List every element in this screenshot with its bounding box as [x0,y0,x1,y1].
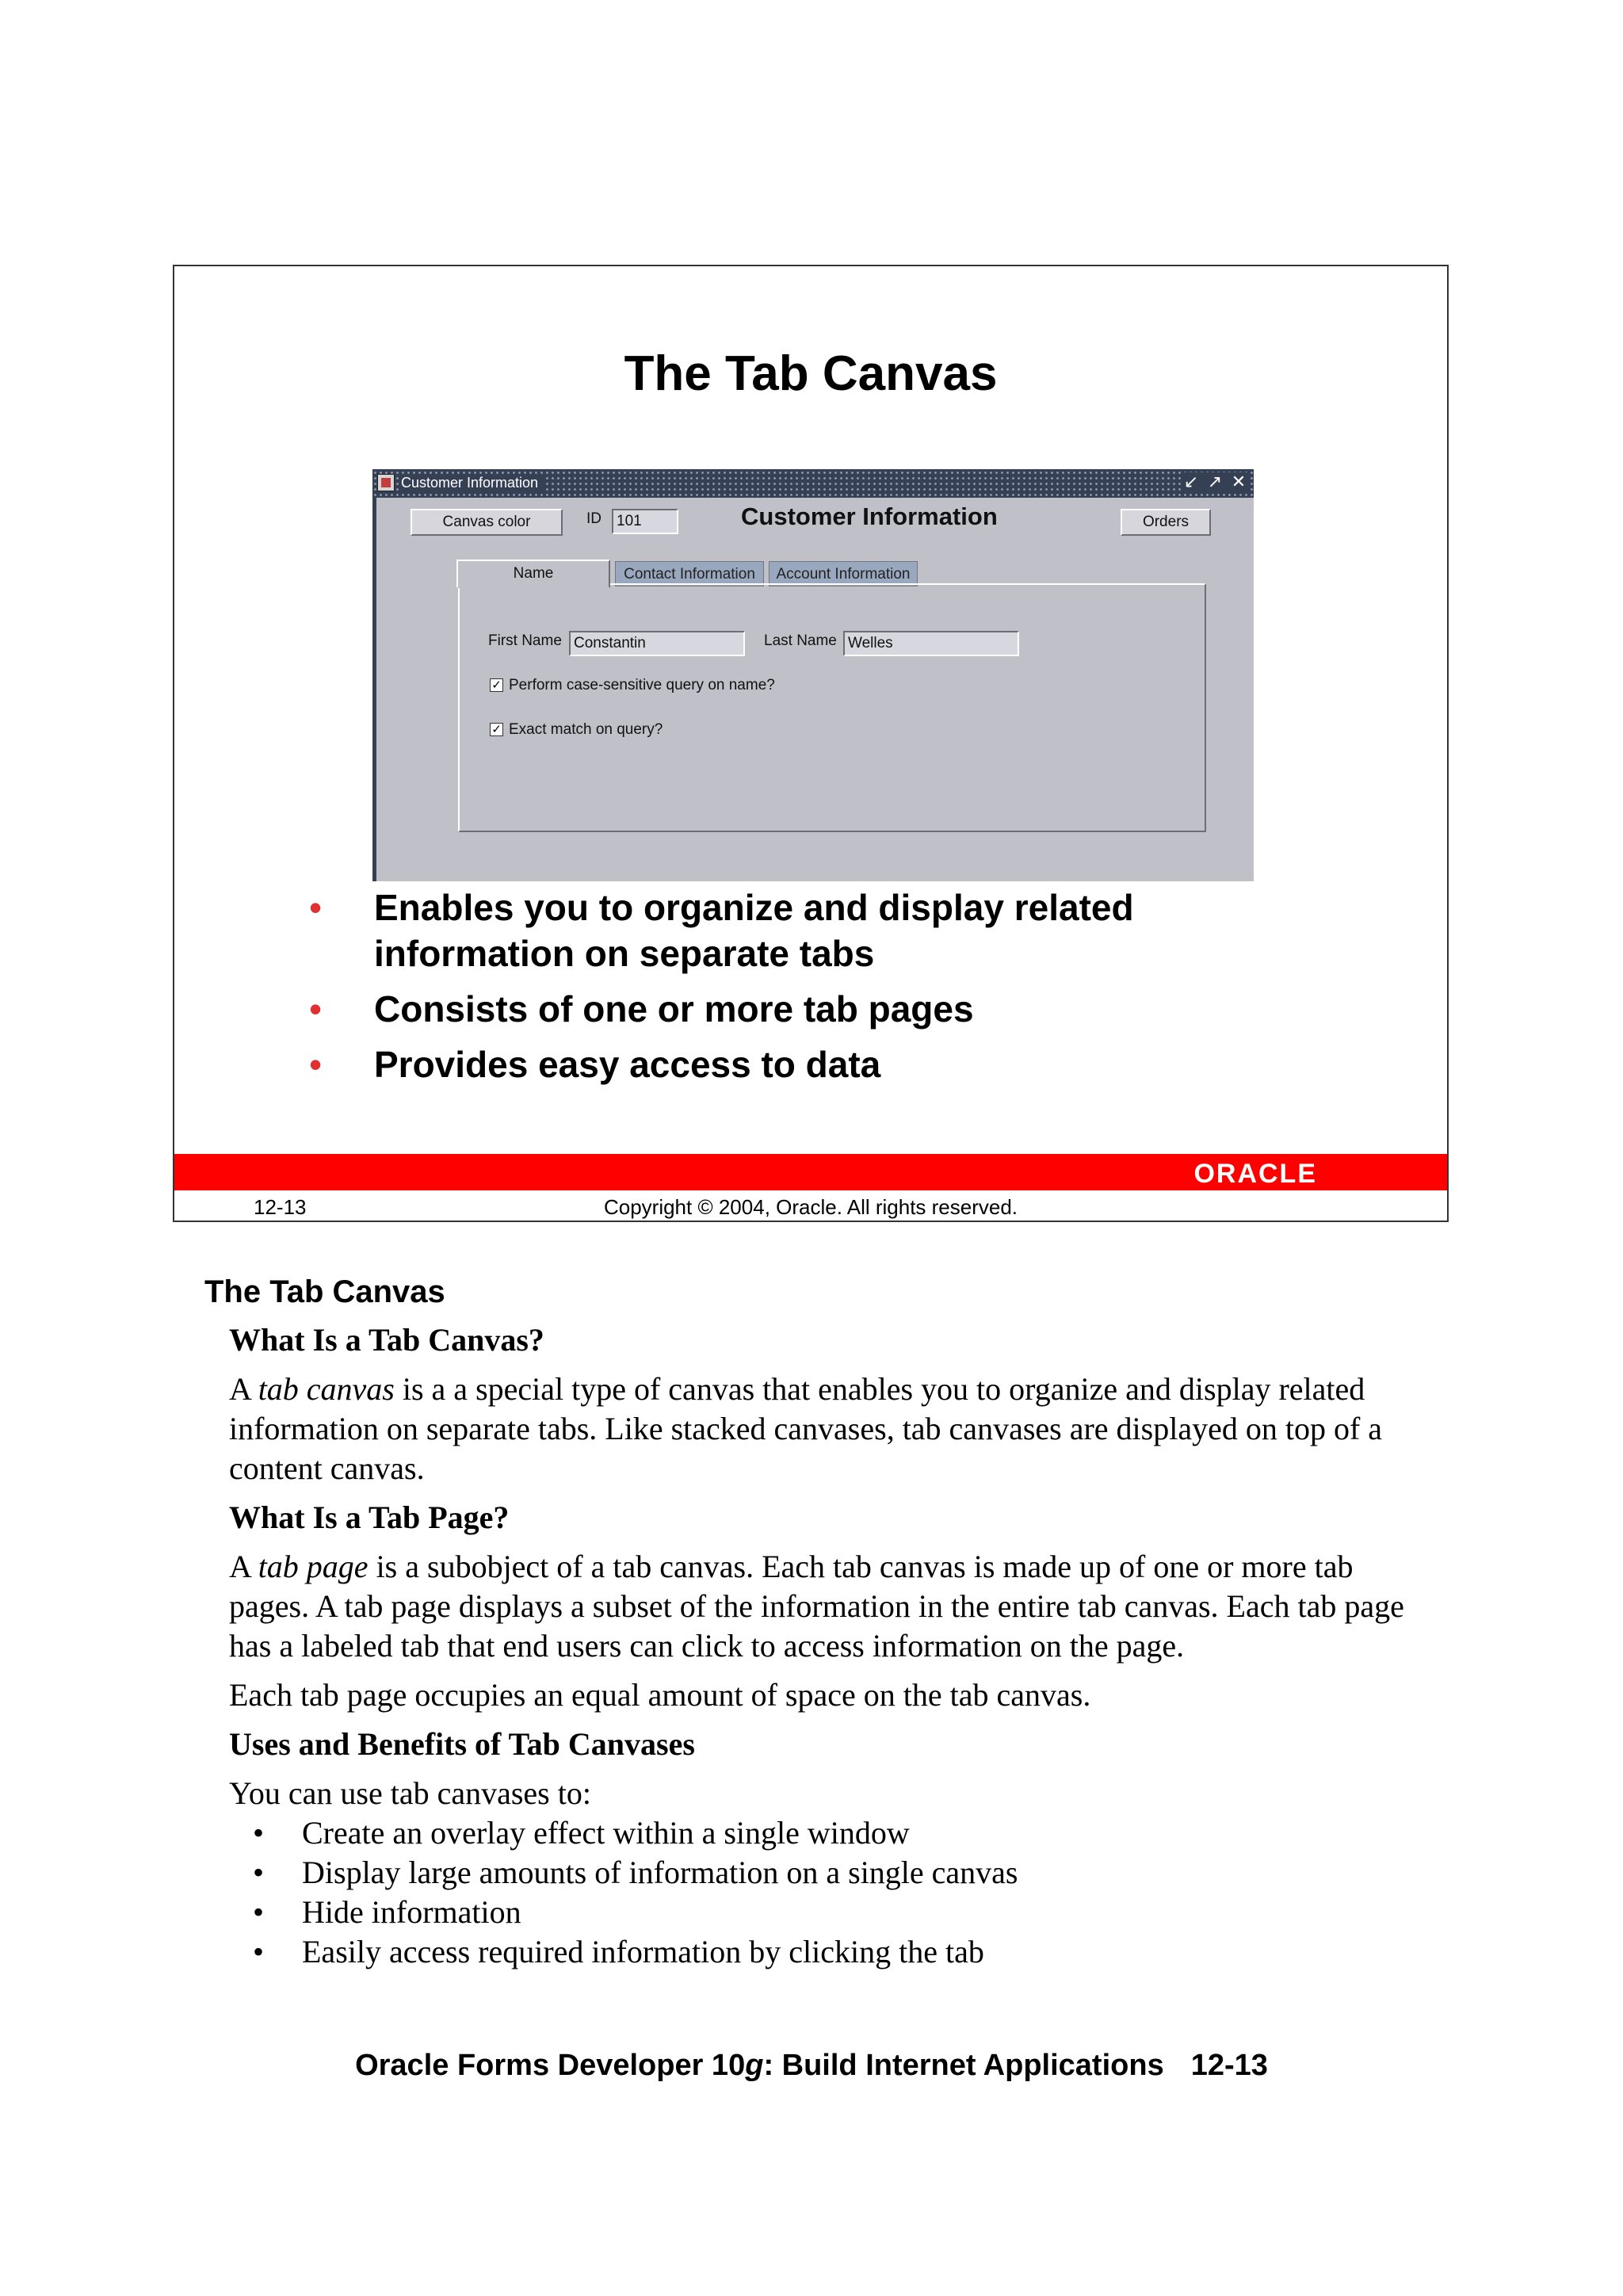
slide-bullets [174,884,1447,1097]
slide-title: The Tab Canvas [624,346,998,401]
minimize-icon[interactable]: ↙ [1183,472,1199,492]
notes-paragraph: You can use tab canvases to: [229,1775,591,1811]
notes-title: The Tab Canvas [204,1274,445,1309]
bullet-text: Provides easy access to data [374,1044,881,1085]
tab-name[interactable]: Name [456,560,610,588]
notes-paragraph: A tab canvas is a a special type of canvas that enables you to organize and display related information on separate tabs. Like stacked canvases, tab canvases are displayed on top of a content canvas. [229,1371,1383,1486]
last-name-field[interactable]: Welles [843,631,1019,656]
window-title: Customer Information [401,475,543,491]
maximize-icon[interactable]: ↗ [1207,472,1223,492]
case-sensitive-checkbox[interactable]: ✓ [490,678,503,692]
window-border [372,498,376,881]
bullet-dot: • [309,988,323,1030]
first-name-label: First Name [488,632,562,649]
slide-copyright: Copyright © 2004, Oracle. All rights reserved. [603,1195,1018,1219]
bullet-text: Enables you to organize and display related information on separate tabs [374,887,1134,974]
bullet-text: Consists of one or more tab pages [374,988,974,1030]
id-field[interactable]: 101 [612,509,678,534]
oracle-logo: ORACLE [1193,1159,1317,1189]
first-name-field[interactable]: Constantin [569,631,745,656]
close-icon[interactable]: ✕ [1231,472,1247,492]
notes-paragraph: Each tab page occupies an equal amount of space on the tab canvas. [229,1677,1091,1713]
list-item: • Hide information [253,1894,521,1930]
canvas-color-button[interactable]: Canvas color [411,509,563,536]
tab-contact-information[interactable]: Contact Information [615,561,764,586]
window-title-bar [372,469,1254,498]
id-label: ID [586,510,601,527]
notes-paragraph: A tab page is a subobject of a tab canvas. Each tab canvas is made up of one or more tab pages. A tab page displays a subset of the information in the entire tab canvas. Each tab page has a labeled tab that end users can click to access information on the page. [229,1549,1404,1664]
window-controls [1181,472,1249,493]
slide-number: 12-13 [254,1195,307,1219]
bullet-dot: • [309,1044,323,1085]
slide-bullet [174,884,1447,976]
notes-body [229,1320,1434,1972]
list-item: • Easily access required information by clicking the tab [253,1934,984,1969]
book-title: Oracle Forms Developer 10g: Build Internet Applications [355,2049,1164,2082]
page-number: 12-13 [1190,2049,1268,2082]
bullet-dot: • [309,887,323,928]
notes-heading: Uses and Benefits of Tab Canvases [229,1726,695,1762]
last-name-label: Last Name [764,632,837,649]
form-heading: Customer Information [741,502,998,530]
list-item: • Create an overlay effect within a single window [253,1815,910,1851]
uses-list [229,1813,1434,1972]
orders-button[interactable]: Orders [1121,509,1211,536]
tab-page-name [458,583,1206,832]
tab-account-information[interactable]: Account Information [769,561,918,586]
slide [173,265,1449,1222]
slide-bullet [174,1041,1447,1087]
notes-heading: What Is a Tab Page? [229,1499,510,1535]
notes-heading: What Is a Tab Canvas? [229,1322,544,1358]
oracle-brand-bar [174,1154,1447,1190]
slide-bullet [174,986,1447,1032]
exact-match-label: Exact match on query? [509,721,663,738]
app-icon [377,474,395,491]
page-footer [0,2049,1623,2083]
list-item: • Display large amounts of information on a single canvas [253,1855,1018,1890]
exact-match-checkbox[interactable]: ✓ [490,723,503,736]
case-sensitive-label: Perform case-sensitive query on name? [509,677,775,693]
forms-window-screenshot [372,469,1254,881]
